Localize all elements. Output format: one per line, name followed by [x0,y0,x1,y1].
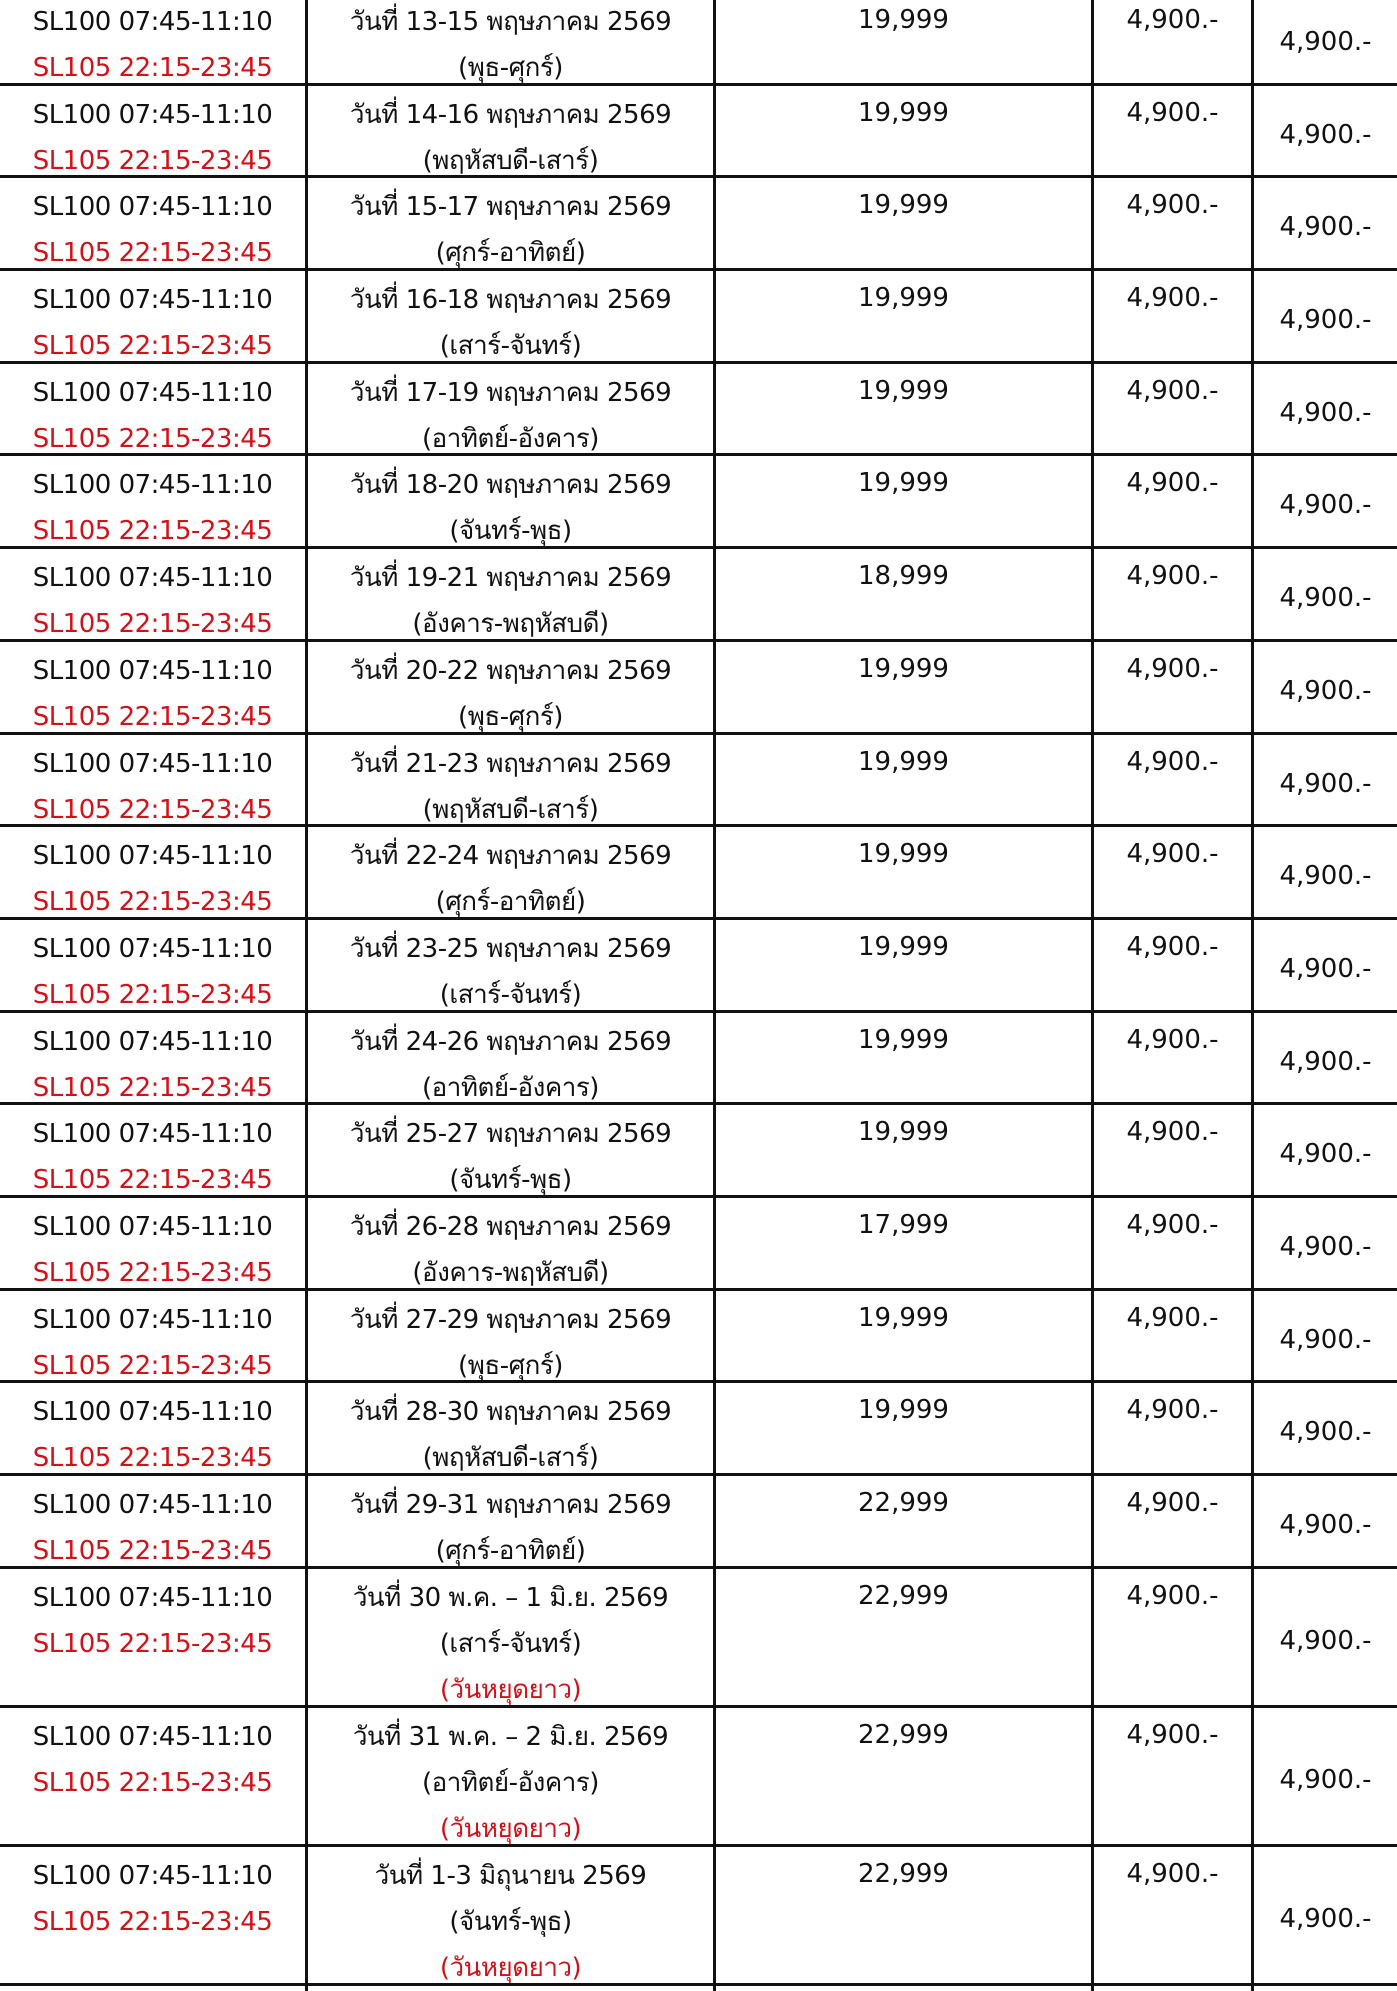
price-cell [716,549,1094,647]
tour-price: 19,999 [858,5,949,35]
table-row [0,920,1397,1013]
extra1-cell [1094,642,1254,740]
travel-dates: วันที่ 28-30 พฤษภาคม 2569 [349,1397,672,1428]
extra2-cell [1254,1105,1397,1203]
extra2-cell [1254,549,1397,647]
extra2-cell [1254,86,1397,184]
outbound-flight: SL100 07:45-11:10 [32,192,273,223]
travel-days: (ศุกร์-อาทิตย์) [435,238,586,269]
extra-charge-1: 4,900.- [1126,931,1219,962]
table-row [0,271,1397,364]
tour-price: 19,999 [858,1302,949,1333]
travel-days: (อังคาร-พฤหัสบดี) [412,609,609,640]
return-flight: SL105 22:15-23:45 [32,238,273,269]
extra1-cell [1094,1569,1254,1713]
flight-cell [0,364,308,462]
extra-charge-2: 4,900.- [1279,305,1372,336]
tour-price: 22,999 [858,1858,949,1889]
tour-price: 17,999 [858,1209,949,1240]
travel-dates: วันที่ 19-21 พฤษภาคม 2569 [349,563,672,594]
return-flight: SL105 22:15-23:45 [32,331,273,362]
flight-cell [0,1708,308,1852]
price-cell [716,364,1094,462]
outbound-flight: SL100 07:45-11:10 [32,1397,273,1428]
travel-dates: วันที่ 17-19 พฤษภาคม 2569 [349,377,672,408]
date-cell [308,1013,716,1111]
extra2-cell [1254,1847,1397,1991]
extra2-cell [1254,642,1397,740]
return-flight: SL105 22:15-23:45 [32,609,273,640]
flight-cell [0,1105,308,1203]
travel-dates: วันที่ 18-20 พฤษภาคม 2569 [349,470,672,501]
extra-charge-2: 4,900.- [1279,1324,1372,1355]
extra2-cell [1254,920,1397,1018]
travel-dates: วันที่ 1-3 มิถุนายน 2569 [374,1860,647,1891]
extra-charge-1: 4,900.- [1126,468,1219,499]
tour-price: 19,999 [858,931,949,962]
travel-days: (พุธ-ศุกร์) [458,53,563,83]
table-row [0,1708,1397,1847]
extra-charge-1: 4,900.- [1126,561,1219,592]
price-cell [716,1708,1094,1852]
extra-charge-2: 4,900.- [1279,397,1372,428]
table-row [0,86,1397,179]
flight-cell [0,1013,308,1111]
travel-dates: วันที่ 16-18 พฤษภาคม 2569 [349,285,672,316]
return-flight: SL105 22:15-23:45 [32,701,273,732]
travel-days: (จันทร์-พุธ) [449,516,572,547]
table-row [0,1569,1397,1708]
date-cell [308,827,716,925]
extra-charge-1: 4,900.- [1126,1488,1219,1518]
return-flight: SL105 22:15-23:45 [32,1257,273,1288]
date-cell [308,549,716,647]
outbound-flight: SL100 07:45-11:10 [32,1304,273,1335]
price-cell [716,642,1094,740]
flight-cell [0,178,308,276]
travel-days: (อังคาร-พฤหัสบดี) [412,1257,609,1288]
travel-days: (จันทร์-พุธ) [449,1906,572,1937]
holiday-note: (วันหยุดยาว) [439,1952,582,1983]
extra-charge-1: 4,900.- [1126,1209,1219,1240]
table-row [0,1847,1397,1986]
travel-days: (เสาร์-จันทร์) [439,1628,582,1659]
return-flight: SL105 22:15-23:45 [32,53,273,83]
travel-days: (พุธ-ศุกร์) [458,1350,563,1381]
outbound-flight: SL100 07:45-11:10 [32,99,273,130]
extra1-cell [1094,178,1254,276]
date-cell [308,364,716,462]
extra-charge-2: 4,900.- [1279,212,1372,243]
extra2-cell [1254,1476,1397,1574]
extra-charge-2: 4,900.- [1279,27,1372,57]
extra1-cell [1094,549,1254,647]
extra1-cell [1094,1105,1254,1203]
extra2-cell [1254,1569,1397,1713]
date-cell [308,1291,716,1389]
table-row [0,1013,1397,1106]
table-row [0,1105,1397,1198]
extra-charge-2: 4,900.- [1279,1046,1372,1077]
travel-days: (อาทิตย์-อังคาร) [422,1767,599,1798]
table-row [0,456,1397,549]
travel-days: (พุธ-ศุกร์) [458,701,563,732]
extra1-cell [1094,1198,1254,1296]
table-row [0,1198,1397,1291]
travel-days: (เสาร์-จันทร์) [439,331,582,362]
extra-charge-1: 4,900.- [1126,1117,1219,1148]
extra1-cell [1094,0,1254,91]
return-flight: SL105 22:15-23:45 [32,979,273,1010]
price-cell [716,1291,1094,1389]
tour-price: 19,999 [858,839,949,870]
table-row [0,1383,1397,1476]
extra1-cell [1094,1708,1254,1852]
table-row [0,364,1397,457]
price-cell [716,0,1094,91]
extra-charge-2: 4,900.- [1279,861,1372,892]
flight-cell [0,549,308,647]
date-cell [308,86,716,184]
extra1-cell [1094,1476,1254,1574]
travel-days: (พฤหัสบดี-เสาร์) [422,794,599,825]
extra-charge-2: 4,900.- [1279,490,1372,521]
return-flight: SL105 22:15-23:45 [32,516,273,547]
travel-dates: วันที่ 22-24 พฤษภาคม 2569 [349,841,672,872]
travel-dates: วันที่ 25-27 พฤษภาคม 2569 [349,1119,672,1150]
extra1-cell [1094,1383,1254,1481]
date-cell [308,178,716,276]
extra2-cell [1254,0,1397,91]
extra2-cell [1254,271,1397,369]
price-cell [716,178,1094,276]
tour-price: 19,999 [858,1395,949,1426]
travel-dates: วันที่ 21-23 พฤษภาคม 2569 [349,748,672,779]
flight-cell [0,1198,308,1296]
return-flight: SL105 22:15-23:45 [32,1350,273,1381]
outbound-flight: SL100 07:45-11:10 [32,933,273,964]
travel-days: (พฤหัสบดี-เสาร์) [422,145,599,176]
return-flight: SL105 22:15-23:45 [32,1443,273,1474]
outbound-flight: SL100 07:45-11:10 [32,1026,273,1057]
price-cell [716,827,1094,925]
extra2-cell [1254,1013,1397,1111]
price-cell [716,1847,1094,1991]
travel-days: (ศุกร์-อาทิตย์) [435,887,586,918]
price-cell [716,1105,1094,1203]
extra2-cell [1254,1708,1397,1852]
tour-price: 19,999 [858,468,949,499]
extra2-cell [1254,178,1397,276]
extra2-cell [1254,456,1397,554]
extra-charge-1: 4,900.- [1126,1395,1219,1426]
extra-charge-1: 4,900.- [1126,1719,1219,1750]
extra1-cell [1094,735,1254,833]
travel-days: (เสาร์-จันทร์) [439,979,582,1010]
return-flight: SL105 22:15-23:45 [32,1536,273,1566]
extra2-cell [1254,1383,1397,1481]
flight-cell [0,735,308,833]
travel-days: (จันทร์-พุธ) [449,1165,572,1196]
travel-dates: วันที่ 29-31 พฤษภาคม 2569 [349,1490,672,1520]
extra-charge-2: 4,900.- [1279,119,1372,150]
date-cell [308,1708,716,1852]
extra-charge-2: 4,900.- [1279,953,1372,984]
travel-days: (พฤหัสบดี-เสาร์) [422,1443,599,1474]
tour-price: 22,999 [858,1719,949,1750]
outbound-flight: SL100 07:45-11:10 [32,1582,273,1613]
travel-dates: วันที่ 26-28 พฤษภาคม 2569 [349,1211,672,1242]
travel-dates: วันที่ 13-15 พฤษภาคม 2569 [349,7,672,37]
extra2-cell [1254,827,1397,925]
flight-cell [0,86,308,184]
table-row [0,827,1397,920]
table-row [0,549,1397,642]
return-flight: SL105 22:15-23:45 [32,1072,273,1103]
extra-charge-2: 4,900.- [1279,1231,1372,1262]
extra-charge-1: 4,900.- [1126,283,1219,314]
extra-charge-1: 4,900.- [1126,190,1219,221]
extra-charge-2: 4,900.- [1279,1764,1372,1795]
price-cell [716,1569,1094,1713]
holiday-note: (วันหยุดยาว) [439,1813,582,1844]
flight-cell [0,1291,308,1389]
travel-dates: วันที่ 24-26 พฤษภาคม 2569 [349,1026,672,1057]
return-flight: SL105 22:15-23:45 [32,423,273,454]
extra-charge-2: 4,900.- [1279,1625,1372,1656]
outbound-flight: SL100 07:45-11:10 [32,841,273,872]
outbound-flight: SL100 07:45-11:10 [32,1490,273,1520]
outbound-flight: SL100 07:45-11:10 [32,563,273,594]
date-cell [308,1383,716,1481]
extra-charge-1: 4,900.- [1126,839,1219,870]
return-flight: SL105 22:15-23:45 [32,145,273,176]
extra-charge-2: 4,900.- [1279,1139,1372,1170]
flight-cell [0,1847,308,1991]
table-row [0,642,1397,735]
flight-cell [0,920,308,1018]
price-cell [716,1383,1094,1481]
extra2-cell [1254,1291,1397,1389]
travel-dates: วันที่ 31 พ.ค. – 2 มิ.ย. 2569 [352,1721,669,1752]
table-row [0,735,1397,828]
extra-charge-1: 4,900.- [1126,653,1219,684]
holiday-note: (วันหยุดยาว) [439,1674,582,1705]
flight-cell [0,456,308,554]
tour-price: 19,999 [858,283,949,314]
outbound-flight: SL100 07:45-11:10 [32,1860,273,1891]
extra-charge-2: 4,900.- [1279,1510,1372,1540]
extra-charge-1: 4,900.- [1126,746,1219,777]
return-flight: SL105 22:15-23:45 [32,1906,273,1937]
return-flight: SL105 22:15-23:45 [32,1628,273,1659]
outbound-flight: SL100 07:45-11:10 [32,1119,273,1150]
tour-price: 19,999 [858,746,949,777]
extra1-cell [1094,827,1254,925]
date-cell [308,1569,716,1713]
tour-price: 19,999 [858,653,949,684]
extra1-cell [1094,364,1254,462]
travel-dates: วันที่ 27-29 พฤษภาคม 2569 [349,1304,672,1335]
date-cell [308,0,716,91]
date-cell [308,1476,716,1574]
date-cell [308,642,716,740]
tour-price: 19,999 [858,375,949,406]
flight-cell [0,1476,308,1574]
extra1-cell [1094,1291,1254,1389]
extra1-cell [1094,1847,1254,1991]
extra-charge-1: 4,900.- [1126,97,1219,128]
price-cell [716,920,1094,1018]
flight-cell [0,827,308,925]
tour-price: 22,999 [858,1488,949,1518]
table-row [0,1476,1397,1569]
price-cell [716,456,1094,554]
outbound-flight: SL100 07:45-11:10 [32,748,273,779]
tour-price: 22,999 [858,1580,949,1611]
extra1-cell [1094,271,1254,369]
extra-charge-2: 4,900.- [1279,768,1372,799]
extra-charge-2: 4,900.- [1279,1417,1372,1448]
flight-cell [0,271,308,369]
flight-cell [0,1383,308,1481]
extra-charge-1: 4,900.- [1126,375,1219,406]
price-cell [716,1476,1094,1574]
outbound-flight: SL100 07:45-11:10 [32,7,273,37]
date-cell [308,271,716,369]
tour-price: 19,999 [858,190,949,221]
outbound-flight: SL100 07:45-11:10 [32,285,273,316]
tour-price: 19,999 [858,1024,949,1055]
flight-cell [0,1569,308,1713]
outbound-flight: SL100 07:45-11:10 [32,1721,273,1752]
date-cell [308,1105,716,1203]
table-row [0,0,1397,86]
extra-charge-2: 4,900.- [1279,675,1372,706]
date-cell [308,456,716,554]
date-cell [308,1198,716,1296]
tour-price: 19,999 [858,97,949,128]
table-row [0,178,1397,271]
date-cell [308,1847,716,1991]
price-cell [716,1198,1094,1296]
outbound-flight: SL100 07:45-11:10 [32,1211,273,1242]
travel-dates: วันที่ 23-25 พฤษภาคม 2569 [349,933,672,964]
travel-days: (อาทิตย์-อังคาร) [422,423,599,454]
extra2-cell [1254,364,1397,462]
return-flight: SL105 22:15-23:45 [32,1767,273,1798]
extra2-cell [1254,1198,1397,1296]
return-flight: SL105 22:15-23:45 [32,794,273,825]
price-cell [716,1013,1094,1111]
date-cell [308,920,716,1018]
extra-charge-1: 4,900.- [1126,1580,1219,1611]
flight-cell [0,0,308,91]
outbound-flight: SL100 07:45-11:10 [32,655,273,686]
outbound-flight: SL100 07:45-11:10 [32,470,273,501]
extra-charge-1: 4,900.- [1126,5,1219,35]
travel-dates: วันที่ 15-17 พฤษภาคม 2569 [349,192,672,223]
price-cell [716,735,1094,833]
extra2-cell [1254,735,1397,833]
extra-charge-2: 4,900.- [1279,1903,1372,1934]
extra-charge-1: 4,900.- [1126,1858,1219,1889]
tour-price: 19,999 [858,1117,949,1148]
tour-price: 18,999 [858,561,949,592]
travel-dates: วันที่ 30 พ.ค. – 1 มิ.ย. 2569 [352,1582,669,1613]
extra-charge-2: 4,900.- [1279,583,1372,614]
date-cell [308,735,716,833]
extra-charge-1: 4,900.- [1126,1024,1219,1055]
travel-dates: วันที่ 14-16 พฤษภาคม 2569 [349,99,672,130]
outbound-flight: SL100 07:45-11:10 [32,377,273,408]
table-row [0,1291,1397,1384]
extra-charge-1: 4,900.- [1126,1302,1219,1333]
extra1-cell [1094,456,1254,554]
travel-dates: วันที่ 20-22 พฤษภาคม 2569 [349,655,672,686]
return-flight: SL105 22:15-23:45 [32,1165,273,1196]
return-flight: SL105 22:15-23:45 [32,887,273,918]
flight-cell [0,642,308,740]
travel-days: (ศุกร์-อาทิตย์) [435,1536,586,1566]
extra1-cell [1094,920,1254,1018]
price-cell [716,271,1094,369]
extra1-cell [1094,1013,1254,1111]
price-cell [716,86,1094,184]
extra1-cell [1094,86,1254,184]
travel-days: (อาทิตย์-อังคาร) [422,1072,599,1103]
